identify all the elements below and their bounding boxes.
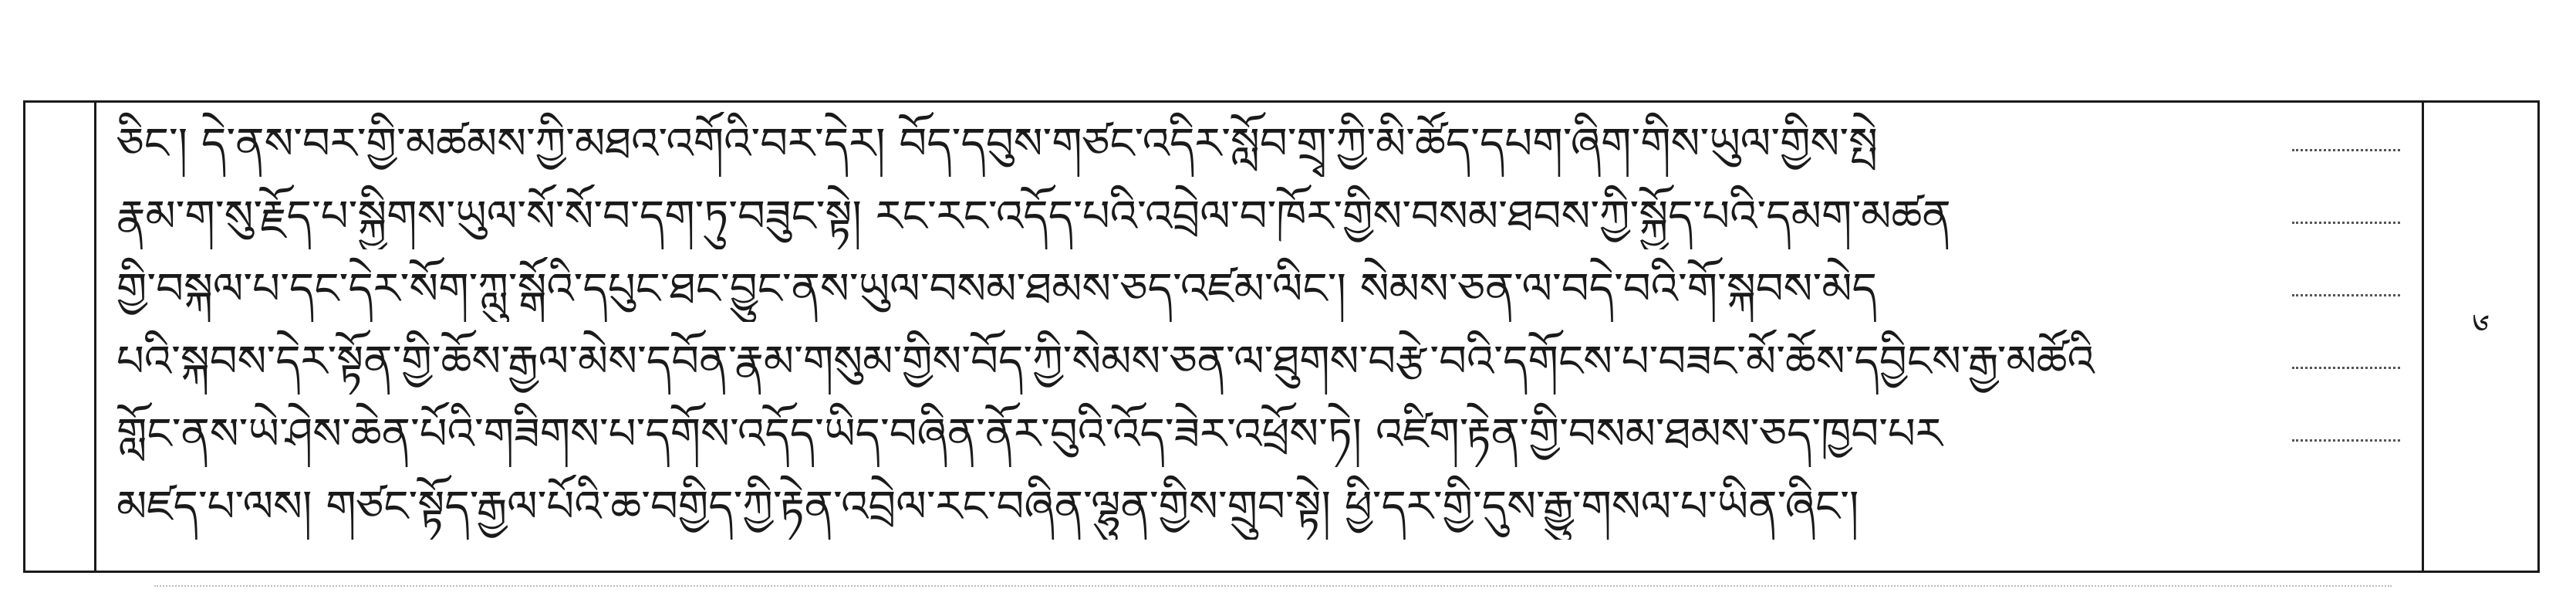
bottom-scan-specks: [154, 581, 2392, 587]
text-block: [116, 112, 2400, 560]
line-end-dots: [2292, 439, 2400, 442]
page-number: ༦: [2472, 307, 2490, 347]
line-end-dots: [2292, 149, 2400, 151]
line-end-dots: [2292, 222, 2400, 224]
line-end-dots: [2292, 294, 2400, 296]
manuscript-folio: [23, 100, 2540, 573]
text-line-5: གློང་ནས་ཡེ་ཤེས་ཆེན་པོའི་གཟིགས་པ་དགོས་འདོད་ཡིད་བཞིན་ནོར་བུའི་འོད་ཟེར་འཕྲོས་ཏེ། འཛིག་རྟེན་གྱི་བསམ་ཐམས་ཅད་ཁྱབ་པར: [116, 409, 1943, 459]
text-line-1: ཅིང་། དེ་ནས་བར་གྱི་མཚམས་ཀྱི་མཐའ་འགོའི་བར་དེར། བོད་དབུས་གཙང་འདིར་སློབ་གྲྭ་ཀྱི་མི་ཚོད་དཔག་ཞིག་གིས་ཡུལ་གྱིས་སྤེ: [116, 119, 1878, 169]
text-line-3: གྱི་བསྐལ་པ་དང་དེར་སོག་ཀླུ་སྒོའི་དཔུང་ཐང་བྱུང་ནས་ཡུལ་བསམ་ཐམས་ཅད་འཛམ་ལིང་། སེམས་ཅན་ལ་བདེ་བའི་གོ་སྐབས་མེད: [116, 264, 1877, 314]
line-end-dots: [2292, 367, 2400, 369]
text-line-4: པའི་སྐབས་དེར་སྟོན་གྱི་ཆོས་རྒྱལ་མེས་དབོན་རྣམ་གསུམ་གྱིས་བོད་ཀྱི་སེམས་ཅན་ལ་ཐུགས་བརྩེ་བའི་དགོངས་པ་བཟང་མོ་ཆོས་དབྱིངས་རྒྱ་མཚོའི: [116, 337, 2095, 387]
text-line-6: མཛད་པ་ལས། གཙང་སྟོད་རྒྱལ་པོའི་ཆ་བགྱིད་ཀྱི་རྟེན་འབྲེལ་རང་བཞིན་ལྷུན་གྱིས་གྲུབ་སྟེ། ཕྱི་དར་གྱི་དུས་རྒྱུ་གསལ་པ་ཡིན་ཞིང་།: [116, 482, 1859, 532]
right-margin-panel: [2422, 103, 2537, 571]
left-margin-panel: [25, 103, 96, 571]
text-line-2: རྣམ་ག་སུ་རྗོད་པ་སྐྱིགས་ཡུལ་སོ་སོ་བ་དག་ཏུ་བཟུང་སྟེ། རང་རང་འདོད་པའི་འབྲེལ་བ་ཁོར་གྱིས་བསམ་ཐབས་ཀྱི་སྐྱོད་པའི་དམག་མཚན: [116, 191, 1951, 242]
